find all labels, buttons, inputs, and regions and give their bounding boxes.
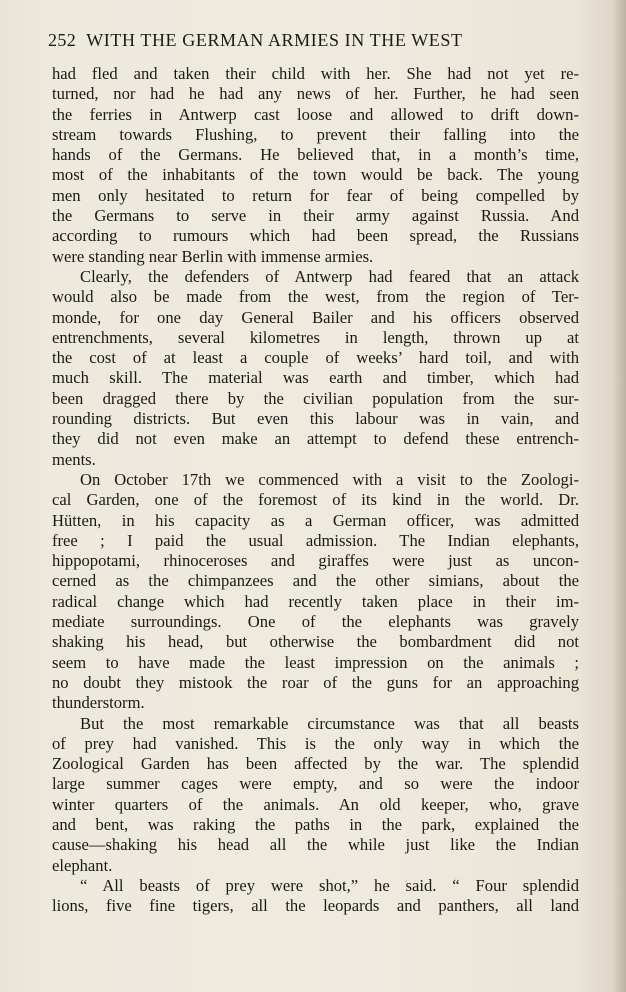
text-line: seem to have made the least impression on the animals ;	[52, 652, 579, 672]
text-line: free ; I paid the usual admission. The Indian elephants,	[52, 530, 579, 550]
text-line: would also be made from the west, from the region of Ter-	[52, 287, 579, 307]
text-line: hands of the Germans. He believed that, in a month’s time,	[52, 145, 579, 165]
running-title: WITH THE GERMAN ARMIES IN THE WEST	[86, 30, 463, 50]
text-line: had fled and taken their child with her. She had not yet re-	[52, 64, 579, 83]
text-line: ments.	[52, 449, 96, 469]
text-line: much skill. The material was earth and timber, which had	[52, 368, 579, 388]
text-line: lions, five fine tigers, all the leopards and panthers, all land	[52, 896, 579, 916]
text-line: Hütten, in his capacity as a German officer, was admitted	[52, 510, 579, 530]
text-line: But the most remarkable circumstance was that all beasts	[80, 713, 579, 733]
text-line: thunderstorm.	[52, 693, 145, 713]
text-line: the cost of at least a couple of weeks’ hard toil, and with	[52, 348, 579, 368]
text-line: were standing near Berlin with immense armies.	[52, 246, 374, 266]
text-line: the ferries in Antwerp cast loose and allowed to drift down-	[52, 104, 579, 124]
text-line: stream towards Flushing, to prevent their falling into the	[52, 124, 579, 144]
text-line: winter quarters of the animals. An old keeper, who, grave	[52, 794, 579, 814]
text-line: rounding districts. But even this labour was in vain, and	[52, 409, 579, 429]
text-line: cal Garden, one of the foremost of its kind in the world. Dr.	[52, 490, 579, 510]
text-line: cerned as the chimpanzees and the other simians, about the	[52, 571, 579, 591]
text-line: mediate surroundings. One of the elephants was gravely	[52, 612, 579, 632]
text-line: no doubt they mistook the roar of the guns for an approaching	[52, 672, 579, 692]
text-line: shaking his head, but otherwise the bombardment did not	[52, 632, 579, 652]
text-line: turned, nor had he had any news of her. Further, he had seen	[52, 84, 579, 104]
text-line: monde, for one day General Bailer and his officers observed	[52, 307, 579, 327]
page-edge-shadow	[612, 0, 626, 992]
text-line: most of the inhabitants of the town would be back. The young	[52, 165, 579, 185]
text-line: large summer cages were empty, and so were the indoor	[52, 774, 579, 794]
text-line: Clearly, the defenders of Antwerp had feared that an attack	[80, 266, 579, 286]
text-line: they did not even make an attempt to defend these entrench-	[52, 429, 579, 449]
page-number: 252	[48, 30, 77, 50]
text-line: Zoological Garden has been affected by the war. The splendid	[52, 754, 579, 774]
text-line: hippopotami, rhinoceroses and giraffes were just as uncon-	[52, 551, 579, 571]
running-head	[48, 30, 578, 58]
text-line: men only hesitated to return for fear of being compelled by	[52, 185, 579, 205]
text-line: according to rumours which had been spread, the Russians	[52, 226, 579, 246]
text-line: the Germans to serve in their army against Russia. And	[52, 206, 579, 226]
text-line: cause—shaking his head all the while just like the Indian	[52, 835, 579, 855]
text-line: On October 17th we commenced with a visit to the Zoologi-	[80, 469, 579, 489]
body-text	[52, 64, 579, 916]
text-line: radical change which had recently taken place in their im-	[52, 591, 579, 611]
text-line: elephant.	[52, 855, 113, 875]
text-line: entrenchments, several kilometres in length, thrown up at	[52, 327, 579, 347]
text-line: been dragged there by the civilian population from the sur-	[52, 388, 579, 408]
text-line: and bent, was raking the paths in the park, explained the	[52, 814, 579, 834]
text-line: of prey had vanished. This is the only way in which the	[52, 733, 579, 753]
text-line: “ All beasts of prey were shot,” he said. “ Four splendid	[80, 875, 579, 895]
